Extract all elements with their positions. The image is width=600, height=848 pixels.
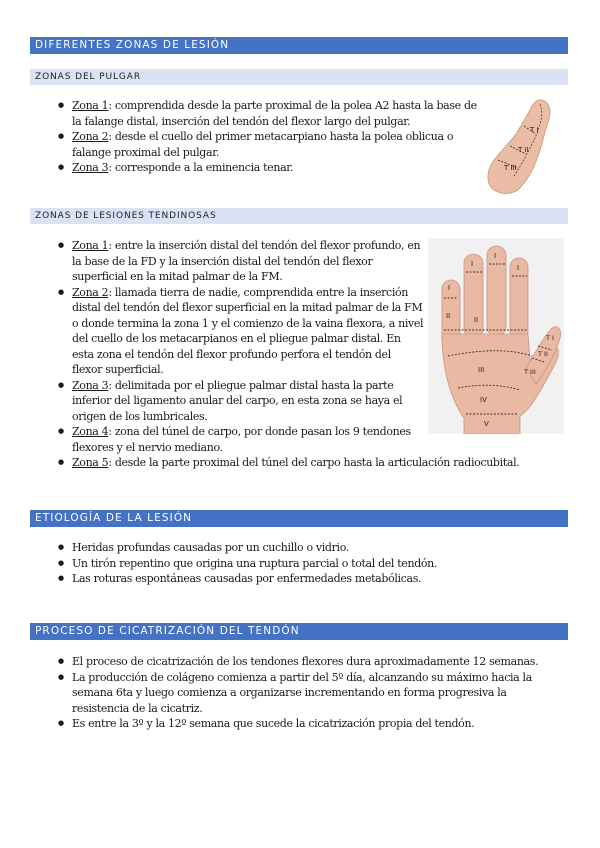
thumb-zones-figure xyxy=(484,94,556,198)
list-item: ● Heridas profundas causadas por un cuchillo o vidrio. xyxy=(58,540,558,556)
list-item: ● El proceso de cicatrización de los tendones flexores dura aproximadamente 12 semanas. xyxy=(58,654,558,670)
zone-label: Zona 2 xyxy=(72,285,109,299)
hand-label: I xyxy=(494,252,497,260)
zone-text: : desde el cuello del primer metacarpiano hasta la polea oblicua o falange proximal del pulgar. xyxy=(72,130,454,159)
list-item xyxy=(58,160,482,176)
subsection-header-pulgar: ZONAS DEL PULGAR xyxy=(30,69,568,85)
zone-label: Zona 1 xyxy=(72,99,109,112)
hand-label: T II xyxy=(538,350,548,358)
hand-label: V xyxy=(484,420,489,428)
thumb-label: T III xyxy=(504,164,517,172)
list-cicatrizacion xyxy=(58,654,558,732)
hand-label: T I xyxy=(546,334,554,342)
list-item xyxy=(58,98,482,129)
list-item xyxy=(58,455,548,471)
hand-label: II xyxy=(446,312,451,320)
zone-text: : entre la inserción distal del tendón del flexor profundo, en la base de la FD y la inserción distal del tendón del flexor superficial en la mitad palmar de la FM. xyxy=(72,239,421,283)
zone-label: Zona 4 xyxy=(72,425,109,438)
list-item: ● Las roturas espontáneas causadas por enfermedades metabólicas. xyxy=(58,571,558,587)
zone-text: : corresponde a la eminencia tenar. xyxy=(108,161,294,174)
thumb-label: T II xyxy=(518,146,529,154)
list-item: ● Es entre la 3º y la 12º semana que sucede la cicatrización propia del tendón. xyxy=(58,716,558,732)
list-etiologia xyxy=(58,540,558,587)
hand-label: I xyxy=(448,284,451,292)
hand-label: IV xyxy=(480,396,487,404)
zone-label: Zona 3 xyxy=(72,378,109,392)
list-pulgar xyxy=(58,98,482,176)
list-item xyxy=(58,238,424,285)
zone-label: Zona 5 xyxy=(72,456,109,469)
list-item xyxy=(58,129,482,160)
hand-label: II xyxy=(474,316,479,324)
list-item: ● La producción de colágeno comienza a partir del 5º día, alcanzando su máximo hacia la semana 6ta y luego comienza a organizarse incrementando en forma progresiva la resistencia de la cicatriz. xyxy=(58,670,558,717)
list-item xyxy=(58,285,424,378)
hand-label: I xyxy=(517,264,520,272)
zone-label: Zona 1 xyxy=(72,239,109,252)
zone-text: : comprendida desde la parte proximal de la polea A2 hasta la base de la falange distal, inserción del tendón del flexor largo del pulgar. xyxy=(72,99,477,128)
section-header-cicatrizacion: PROCESO DE CICATRIZACIÓN DEL TENDÓN xyxy=(30,623,568,640)
hand-label: I xyxy=(471,260,474,268)
zone-text: : zona del túnel de carpo, por donde pasan los 9 tendones flexores y el nervio mediano. xyxy=(72,425,411,454)
section-header-etiologia: ETIOLOGÍA DE LA LESIÓN xyxy=(30,510,568,527)
hand-label: T III xyxy=(524,368,536,376)
section-header-zonas-lesion: DIFERENTES ZONAS DE LESIÓN xyxy=(30,37,568,54)
subsection-header-tendinosas: ZONAS DE LESIONES TENDINOSAS xyxy=(30,208,568,224)
thumb-label: T I xyxy=(530,126,539,134)
zone-text: : delimitada por el pliegue palmar distal hasta la parte inferior del ligamento anular del carpo, en esta zona se haya el origen de los lumbricales. xyxy=(72,378,403,423)
hand-zones-figure xyxy=(428,238,564,434)
zone-label: Zona 3 xyxy=(72,161,109,174)
list-item xyxy=(58,424,424,455)
hand-label: III xyxy=(478,366,485,374)
zone-text: : llamada tierra de nadie, comprendida entre la inserción distal del tendón del flexor superficial en la mitad palmar de la FM o donde termina la zona 1 y el comienzo de la vaina flexora, a nivel del cuello de los metacarpianos en el pliegue palmar distal. En esta zona el tendón del flexor profundo perfora el tendón del flexor superficial. xyxy=(72,285,424,376)
list-item xyxy=(58,378,424,425)
list-item: ● Un tirón repentino que origina una ruptura parcial o total del tendón. xyxy=(58,556,558,572)
zone-label: Zona 2 xyxy=(72,130,109,143)
zone-text: : desde la parte proximal del túnel del carpo hasta la articulación radiocubital. xyxy=(108,456,520,469)
